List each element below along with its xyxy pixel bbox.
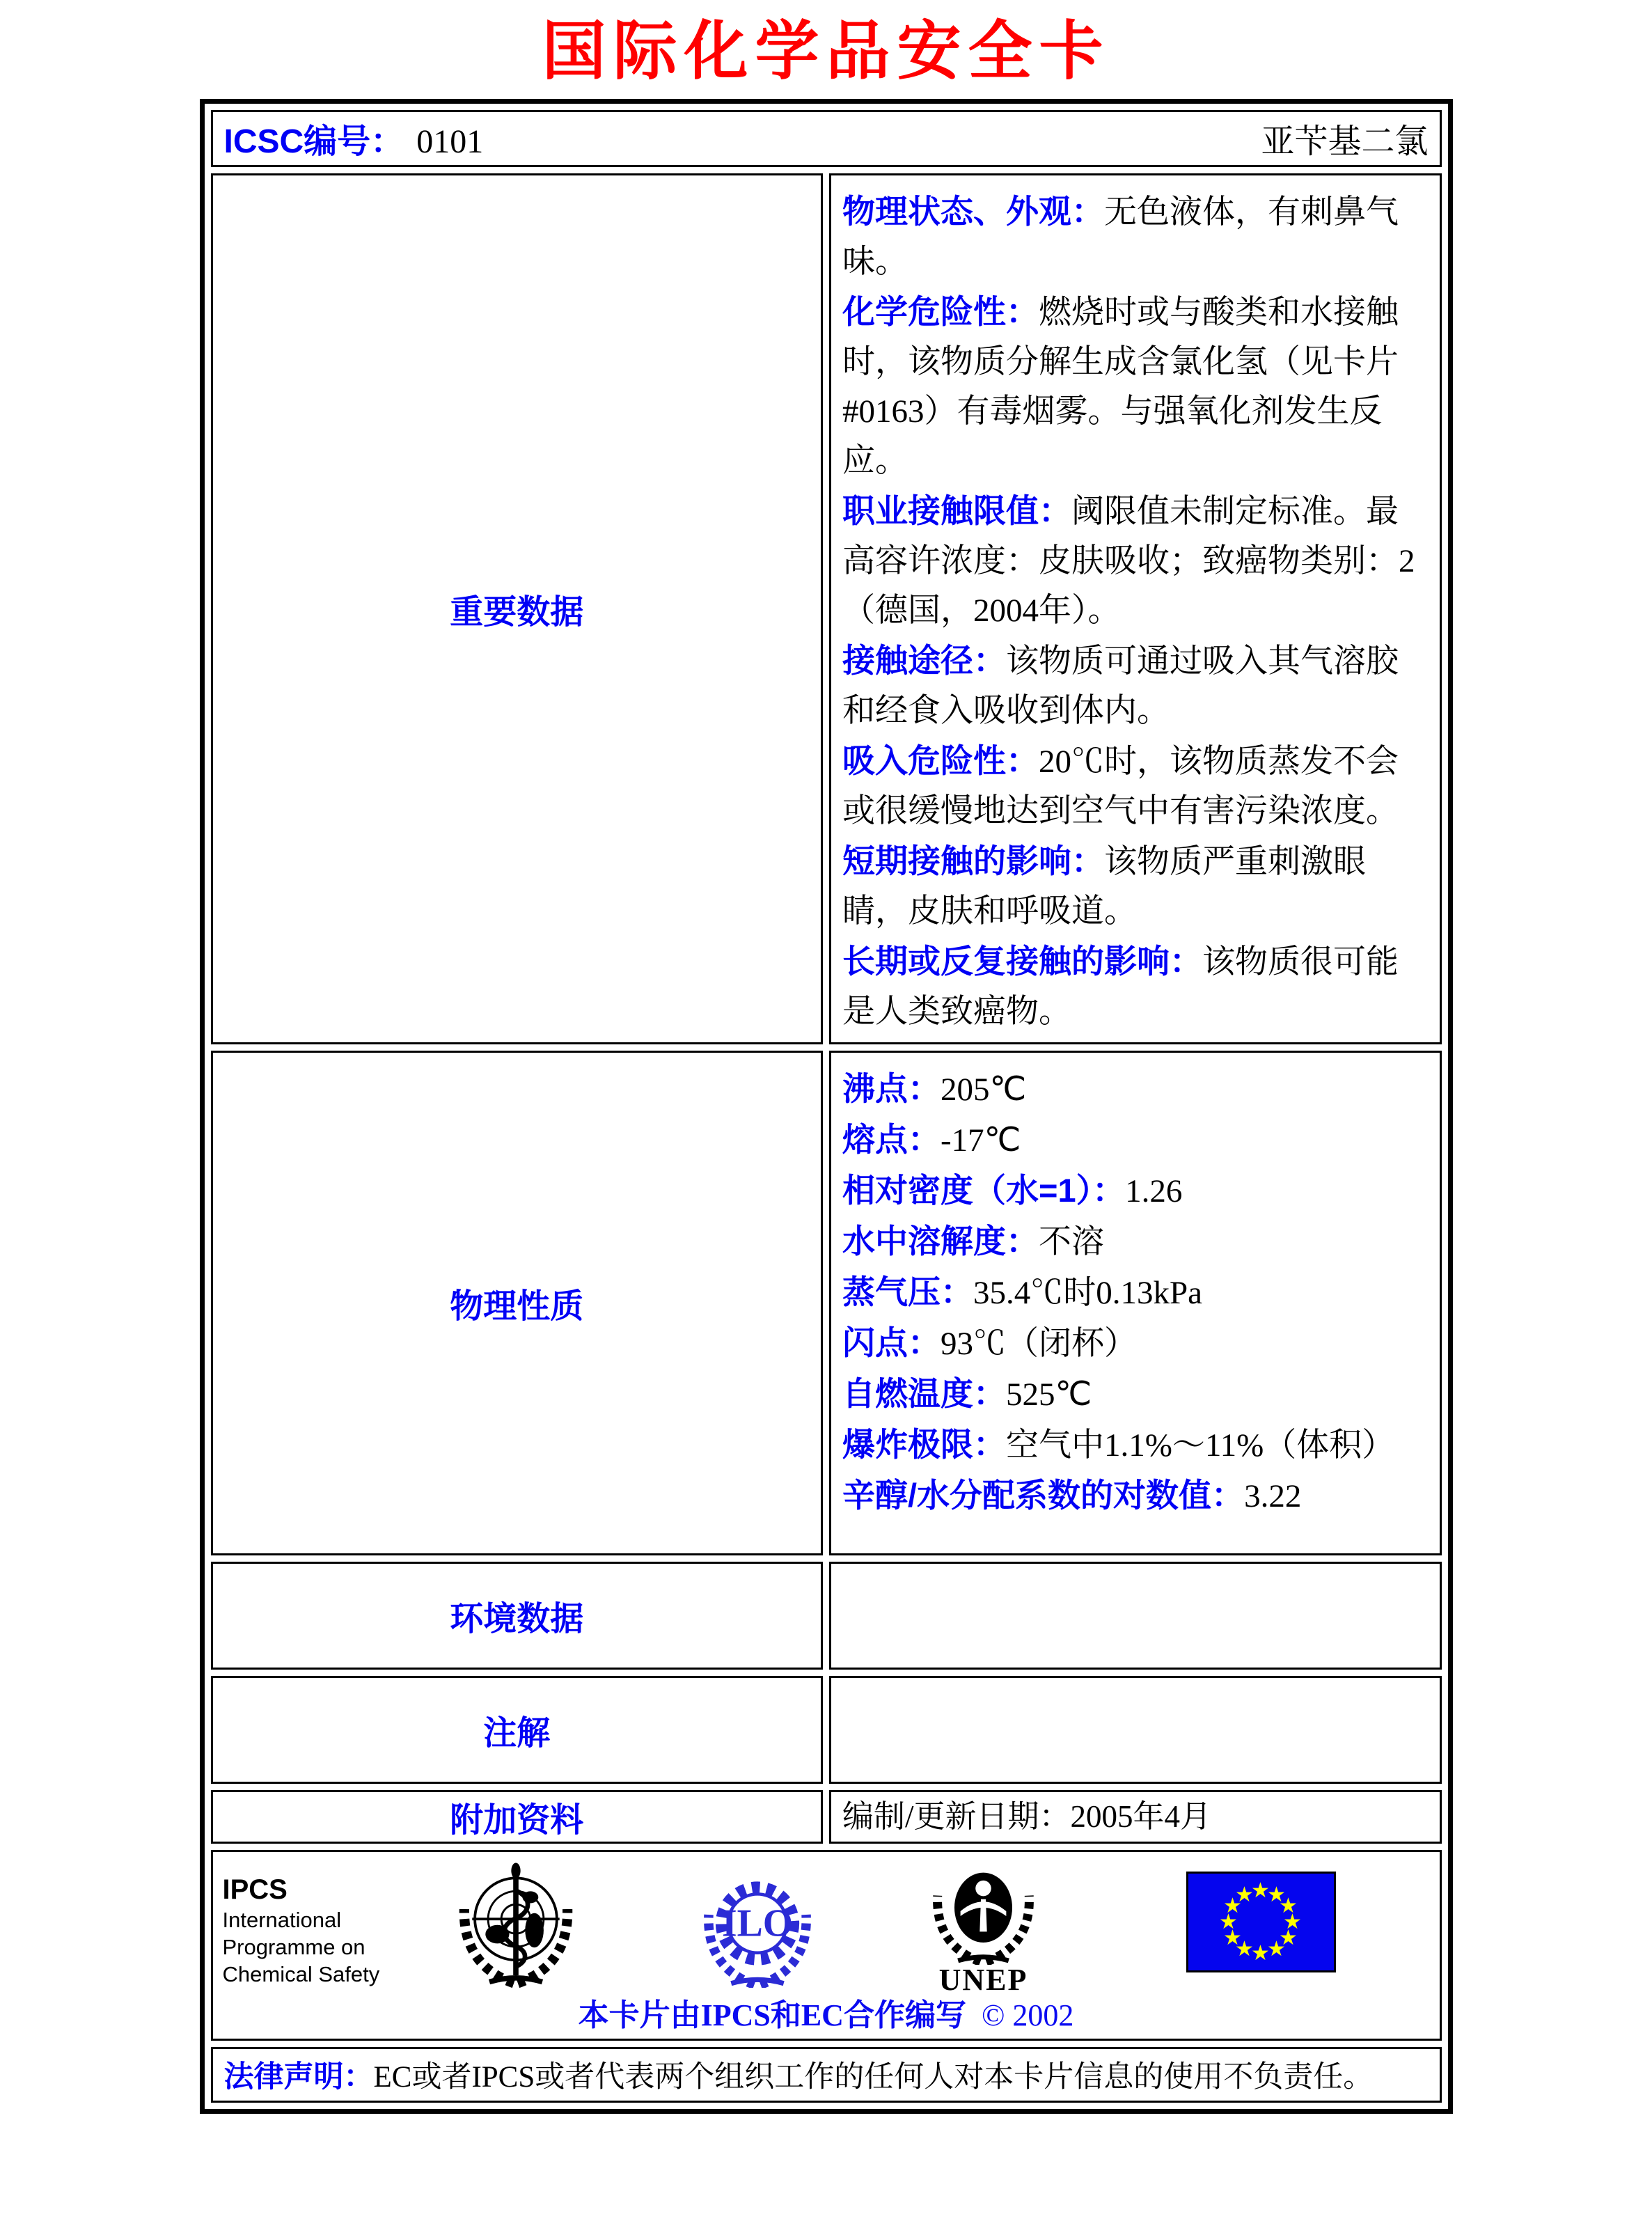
important-item-label: 吸入危险性： bbox=[842, 742, 1039, 779]
ipcs-line2: Programme on bbox=[222, 1934, 365, 1959]
physical-properties-row-label: 物理性质 bbox=[211, 1051, 824, 1555]
eu-flag-icon: ★ ★ ★ ★ ★ ★ ★ ★ ★ ★ ★ ★ bbox=[1186, 1872, 1336, 1972]
who-emblem-icon bbox=[450, 1856, 582, 1988]
important-item-text: 无色液体，有刺鼻气味。 bbox=[842, 194, 1399, 280]
important-item-label: 职业接触限值： bbox=[842, 492, 1071, 529]
icsc-number-value: 0101 bbox=[416, 123, 484, 161]
additional-info-row-label: 附加资料 bbox=[211, 1790, 824, 1844]
physical-property-value: 1.26 bbox=[1125, 1172, 1183, 1209]
physical-property-label: 相对密度（水=1）： bbox=[842, 1171, 1126, 1209]
important-data-content bbox=[829, 173, 1442, 1044]
logos-row bbox=[211, 1850, 1442, 2041]
important-item-label: 短期接触的影响： bbox=[842, 842, 1104, 879]
physical-property-value: 3.22 bbox=[1244, 1477, 1302, 1514]
physical-property-label: 蒸气压： bbox=[842, 1273, 973, 1310]
important-item-text: 20℃时，该物质蒸发不会或很缓慢地达到空气中有害污染浓度。 bbox=[842, 743, 1399, 829]
physical-property-label: 沸点： bbox=[842, 1069, 941, 1107]
icsc-card bbox=[200, 0, 1453, 2114]
legal-cell bbox=[211, 2047, 1442, 2103]
physical-property-value: 不溶 bbox=[1039, 1223, 1104, 1260]
environmental-data-row-label: 环境数据 bbox=[211, 1562, 824, 1670]
ilo-emblem-icon bbox=[695, 1866, 820, 1988]
important-item-text: 该物质很可能是人类致癌物。 bbox=[842, 943, 1399, 1030]
physical-property bbox=[842, 1267, 1429, 1318]
icsc-number-group bbox=[224, 114, 484, 162]
important-data-row bbox=[211, 173, 1442, 1044]
physical-property-value: 525℃ bbox=[1006, 1376, 1092, 1413]
svg-text:ILO: ILO bbox=[721, 1901, 793, 1945]
credit-copyright: © 2002 bbox=[981, 1998, 1074, 2032]
credit-text: 本卡片由IPCS和EC合作编写 bbox=[578, 1998, 966, 2032]
important-item bbox=[842, 287, 1429, 486]
important-item bbox=[842, 936, 1429, 1037]
important-item bbox=[842, 636, 1429, 736]
physical-property-label: 水中溶解度： bbox=[842, 1222, 1039, 1260]
physical-property-label: 辛醇/水分配系数的对数值： bbox=[842, 1476, 1245, 1514]
notes-content bbox=[829, 1676, 1442, 1784]
page-title: 国际化学品安全卡 bbox=[542, 16, 1110, 87]
physical-property-label: 爆炸极限： bbox=[842, 1425, 1006, 1463]
important-data-row-label: 重要数据 bbox=[211, 173, 824, 1044]
important-item-label: 化学危险性： bbox=[842, 292, 1039, 330]
unep-caption: UNEP bbox=[938, 1962, 1028, 1997]
physical-properties-row bbox=[211, 1051, 1442, 1555]
environmental-data-content bbox=[829, 1562, 1442, 1670]
important-item-label: 长期或反复接触的影响： bbox=[842, 942, 1202, 980]
physical-property bbox=[842, 1216, 1429, 1267]
physical-property-label: 熔点： bbox=[842, 1120, 941, 1158]
physical-property-value: 35.4℃时0.13kPa bbox=[973, 1274, 1202, 1311]
important-item-text: 该物质严重刺激眼睛，皮肤和呼吸道。 bbox=[842, 843, 1366, 929]
important-item-text: 该物质可通过吸入其气溶胶和经食入吸收到体内。 bbox=[842, 643, 1399, 729]
unep-emblem-icon bbox=[922, 1853, 1044, 1965]
ipcs-acronym: IPCS bbox=[222, 1874, 288, 1905]
physical-property-label: 闪点： bbox=[842, 1324, 941, 1361]
chemical-name: 亚苄基二氯 bbox=[1261, 123, 1429, 161]
physical-property bbox=[842, 1064, 1429, 1115]
legal-label: 法律声明： bbox=[223, 2060, 374, 2094]
header-row bbox=[211, 110, 1442, 167]
logos-cell bbox=[211, 1850, 1442, 2041]
physical-property-label: 自燃温度： bbox=[842, 1374, 1006, 1412]
notes-row bbox=[211, 1676, 1442, 1784]
physical-property-value: 空气中1.1%～11%（体积） bbox=[1006, 1427, 1395, 1464]
physical-property-value: 93℃（闭杯） bbox=[941, 1325, 1137, 1362]
important-item bbox=[842, 187, 1429, 287]
additional-info-content: 编制/更新日期：2005年4月 bbox=[829, 1790, 1442, 1844]
important-item-label: 物理状态、外观： bbox=[842, 192, 1104, 230]
icsc-table bbox=[200, 99, 1453, 2114]
physical-property bbox=[842, 1369, 1429, 1420]
physical-property bbox=[842, 1166, 1429, 1216]
important-item bbox=[842, 736, 1429, 836]
important-item-text: 阈限值未制定标准。最高容许浓度：皮肤吸收；致癌物类别：2（德国，2004年）。 bbox=[842, 493, 1415, 629]
unep-block bbox=[918, 1853, 1050, 1996]
physical-property bbox=[842, 1115, 1429, 1166]
additional-info-row bbox=[211, 1790, 1442, 1844]
physical-property bbox=[842, 1420, 1429, 1470]
header-cell bbox=[211, 110, 1442, 167]
physical-property-value: -17℃ bbox=[941, 1122, 1021, 1159]
ipcs-text-block bbox=[223, 1873, 380, 1988]
important-item bbox=[842, 836, 1429, 936]
important-item bbox=[842, 486, 1429, 636]
ipcs-line1: International bbox=[222, 1907, 342, 1932]
icsc-number-label: ICSC编号： bbox=[223, 123, 404, 161]
physical-property bbox=[842, 1318, 1429, 1369]
ipcs-line3: Chemical Safety bbox=[222, 1961, 380, 1986]
notes-row-label: 注解 bbox=[211, 1676, 824, 1784]
legal-row bbox=[211, 2047, 1442, 2103]
legal-text: EC或者IPCS或者代表两个组织工作的任何人对本卡片信息的使用不负责任。 bbox=[373, 2061, 1374, 2094]
important-item-text: 燃烧时或与酸类和水接触时，该物质分解生成含氯化氢（见卡片#0163）有毒烟雾。与强氧化剂发生反应。 bbox=[842, 294, 1399, 479]
environmental-data-row bbox=[211, 1562, 1442, 1670]
important-item-label: 接触途径： bbox=[842, 641, 1006, 679]
physical-property bbox=[842, 1470, 1429, 1521]
physical-property-value: 205℃ bbox=[941, 1071, 1027, 1108]
credit-line bbox=[213, 1990, 1440, 2034]
physical-properties-content bbox=[829, 1051, 1442, 1555]
